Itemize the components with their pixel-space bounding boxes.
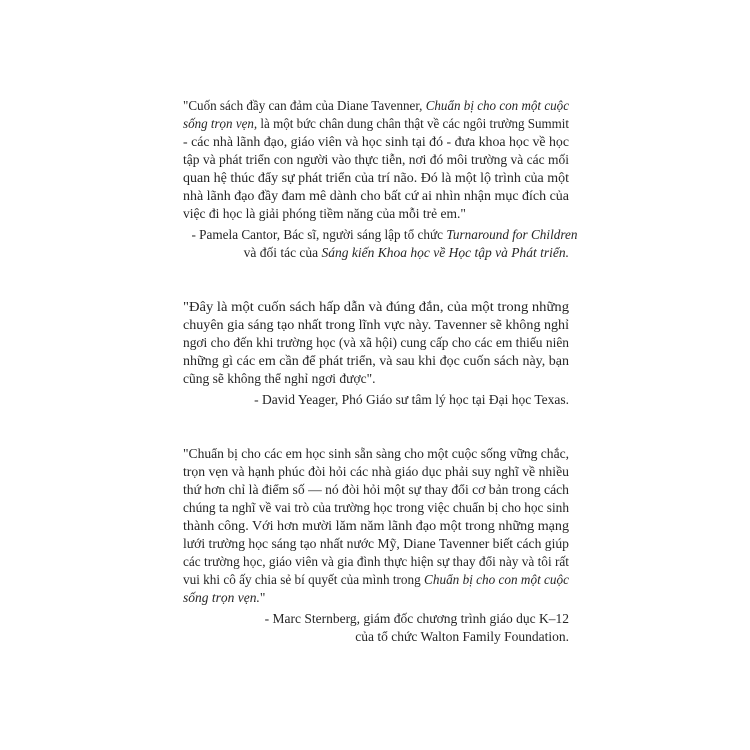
text-segment: - các nhà lãnh đạo, giáo viên và học sinh tại đó - đưa khoa học về học — [183, 134, 569, 149]
text-segment: "Cuốn sách đầy can đảm của Diane Tavenner, — [183, 98, 426, 113]
attribution — [183, 610, 569, 646]
text-segment: quan hệ thúc đẩy sự phát triển của trí não. Đó là một lộ trình của một — [183, 170, 569, 185]
quote-line — [183, 370, 375, 388]
quote-line — [183, 97, 569, 115]
attribution — [183, 226, 578, 262]
quote-line — [183, 151, 569, 169]
attribution-line — [254, 391, 569, 409]
text-segment: chuyên gia sáng tạo nhất trong lĩnh vực này. Tavenner sẽ không nghỉ — [183, 317, 569, 332]
text-segment: " — [259, 590, 266, 605]
quote-block-marc-sternberg — [183, 445, 569, 646]
attribution-line — [244, 244, 569, 262]
text-segment: lưới trường học sáng tạo nhất nước Mỹ, Diane Tavenner biết cách giúp — [183, 536, 569, 551]
attribution-line — [355, 628, 569, 646]
attribution-line — [191, 226, 577, 244]
text-segment: thứ hơn chỉ là điểm số — nó đòi hỏi một sự thay đổi cơ bản trong cách — [183, 482, 569, 497]
quote-line — [183, 316, 569, 334]
text-segment: thành công. Với hơn mười lăm năm lãnh đạo một trong những mạng — [183, 518, 569, 533]
quote-line — [183, 445, 569, 463]
text-segment: việc đi học là giải phóng tiềm năng của mỗi trẻ em." — [183, 206, 466, 221]
text-segment: - David Yeager, Phó Giáo sư tâm lý học tại Đại học Texas. — [254, 392, 569, 407]
italic-text-segment: sống trọn vẹn, — [183, 116, 258, 131]
italic-text-segment: sống trọn vẹn. — [183, 590, 260, 605]
quote-line — [183, 571, 569, 589]
text-segment: vui khi cô ấy chia sẻ bí quyết của mình trong — [183, 572, 425, 587]
quote-line — [183, 169, 569, 187]
quote-block-david-yeager — [183, 298, 569, 409]
quote-line — [183, 463, 569, 481]
text-segment: trọn vẹn và hạnh phúc đòi hỏi các nhà giáo dục phải suy nghĩ về nhiều — [183, 464, 569, 479]
quote-line — [183, 481, 569, 499]
italic-text-segment: Chuẩn bị cho con một cuộc — [425, 98, 569, 113]
quote-line — [183, 205, 466, 223]
text-segment: là một bức chân dung chân thật về các ngôi trường Summit — [257, 116, 569, 131]
italic-text-segment: Turnaround for Children — [446, 227, 578, 242]
quote-block-pamela-cantor — [183, 97, 578, 262]
attribution — [183, 391, 569, 409]
text-segment: tập và phát triển con người vào thực tiễn, nơi đó môi trường và các mối — [183, 152, 569, 167]
quote-line — [183, 517, 569, 535]
text-segment: nhà lãnh đạo đầy đam mê dành cho bất cứ ai nhìn nhận mục đích của — [183, 188, 569, 203]
text-segment: - Pamela Cantor, Bác sĩ, người sáng lập tổ chức — [191, 227, 447, 242]
text-segment: "Đây là một cuốn sách hấp dẫn và đúng đắn, của một trong những — [183, 299, 569, 314]
quote-line — [183, 553, 569, 571]
quote-line — [183, 187, 569, 205]
text-segment: các trường học, giáo viên và gia đình thực hiện sự thay đổi này và tôi rất — [183, 554, 569, 569]
quote-line — [183, 334, 569, 352]
text-segment: và đối tác của — [243, 245, 322, 260]
text-segment: - Marc Sternberg, giám đốc chương trình giáo dục K–12 — [264, 611, 569, 626]
text-segment: ngơi cho đến khi trường học (và xã hội) cung cấp cho các em thiếu niên — [183, 335, 569, 350]
text-segment: cũng sẽ không thể nghỉ ngơi được". — [183, 371, 376, 386]
attribution-line — [265, 610, 569, 628]
quote-line — [183, 535, 569, 553]
quote-line — [183, 352, 569, 370]
quote-line — [183, 589, 265, 607]
text-column — [183, 97, 578, 646]
quote-line — [183, 115, 569, 133]
italic-text-segment: Sáng kiến Khoa học về Học tập và Phát triển. — [321, 245, 569, 260]
text-segment: chúng ta nghĩ về vai trò của trường học trong việc chuẩn bị cho học sinh — [183, 500, 569, 515]
text-segment: những gì các em cần để phát triển, và sau khi đọc cuốn sách này, bạn — [183, 353, 569, 368]
quote-line — [183, 298, 569, 316]
quote-line — [183, 499, 569, 517]
text-segment: "Chuẩn bị cho các em học sinh sẵn sàng cho một cuộc sống vững chắc, — [183, 446, 569, 461]
quote-line — [183, 133, 569, 151]
text-segment: của tổ chức Walton Family Foundation. — [355, 629, 569, 644]
italic-text-segment: Chuẩn bị cho con một cuộc — [424, 572, 569, 587]
